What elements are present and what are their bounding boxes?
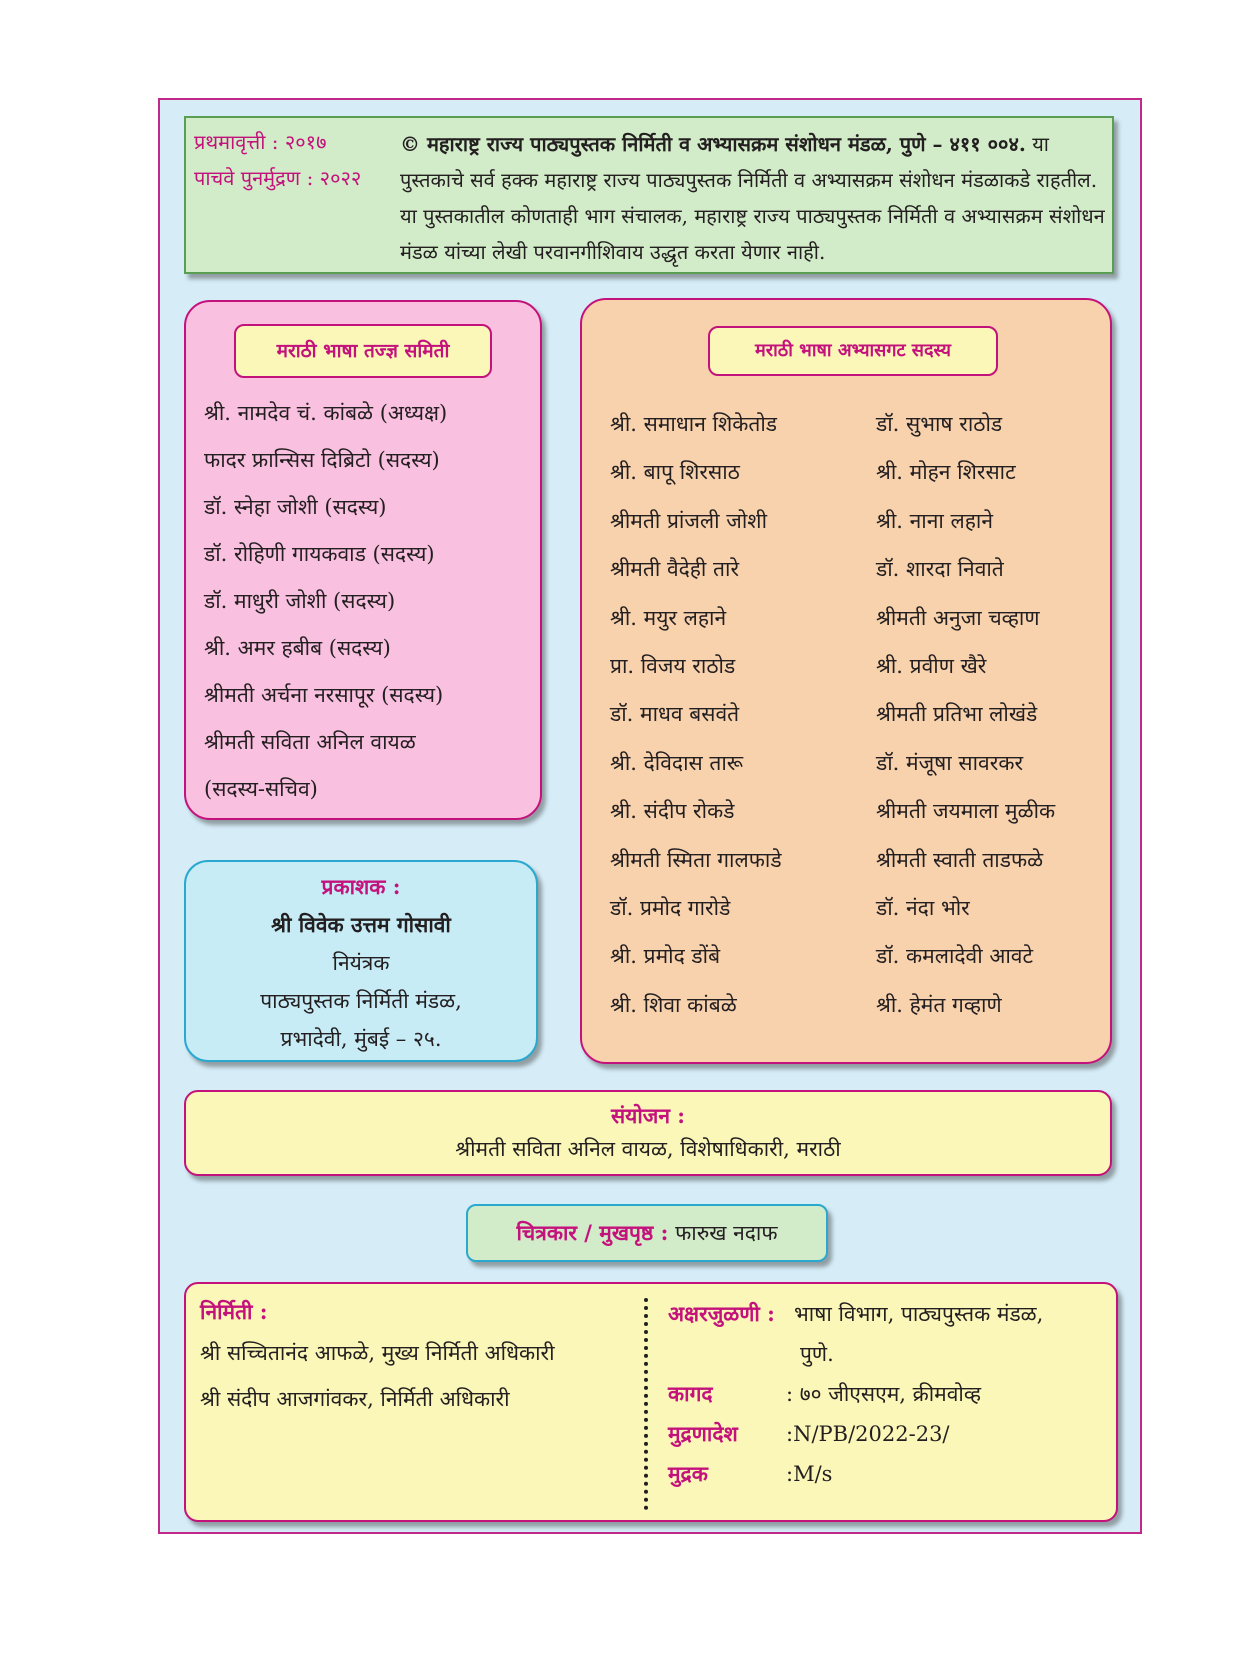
list-item: श्री. नामदेव चं. कांबळे (अध्यक्ष) <box>204 401 448 425</box>
list-item: श्रीमती वैदेही तारे <box>610 557 740 582</box>
list-item: श्री. शिवा कांबळे <box>610 992 737 1017</box>
paper-value: : ७० जीएसएम, क्रीमवोव्ह <box>786 1382 982 1406</box>
typesetting-value: भाषा विभाग, पाठ्यपुस्तक मंडळ, <box>794 1302 1044 1326</box>
list-item: श्रीमती प्रतिभा लोखंडे <box>876 702 1038 727</box>
publisher-org: पाठ्यपुस्तक निर्मिती मंडळ, <box>260 989 462 1013</box>
expert-committee-box <box>184 300 542 820</box>
list-item: श्री. नाना लहाने <box>876 508 994 533</box>
reprint-label: पाचवे पुनर्मुद्रण : २०२२ <box>194 166 362 190</box>
coordination-value: श्रीमती सविता अनिल वायळ, विशेषाधिकारी, मराठी <box>455 1137 841 1161</box>
list-item: श्री. अमर हबीब (सदस्य) <box>204 636 391 660</box>
list-item: श्रीमती अनुजा चव्हाण <box>876 605 1040 630</box>
list-item: डॉ. प्रमोद गारोडे <box>610 895 731 920</box>
production-line-2: श्री संदीप आजगांवकर, निर्मिती अधिकारी <box>200 1387 510 1411</box>
list-item: डॉ. कमलादेवी आवटे <box>876 944 1034 969</box>
dotted-divider <box>644 1298 648 1510</box>
list-item: श्री. प्रमोद डोंबे <box>610 944 721 969</box>
list-item: डॉ. स्नेहा जोशी (सदस्य) <box>204 495 387 519</box>
list-item: डॉ. माधुरी जोशी (सदस्य) <box>204 589 396 613</box>
coordination-box <box>184 1090 1112 1176</box>
list-item: डॉ. सुभाष राठोड <box>876 412 1003 436</box>
study-group-box <box>580 298 1112 1064</box>
copyright-body: या पुस्तकाचे सर्व हक्क महाराष्ट्र राज्य पाठ्यपुस्तक निर्मिती व अभ्यासक्रम संशोधन मंडळाकडे राहतील. या पुस्तकातील कोणताही भाग संचालक, महाराष्ट्र राज्य पाठ्यपुस्तक निर्मिती व अभ्यासक्रम संशोधन मंडळ यांच्या लेखी परवानगीशिवाय उद्धृत करता येणार नाही. <box>400 132 1105 264</box>
list-item: श्रीमती स्वाती ताडफळे <box>876 847 1044 872</box>
printer-value: :M/s <box>786 1462 833 1486</box>
publisher-address: प्रभादेवी, मुंबई – २५. <box>280 1027 442 1051</box>
coordination-title: संयोजन : <box>610 1103 686 1128</box>
copyright-text <box>400 126 1106 270</box>
list-item: श्री. देविदास तारू <box>610 750 744 775</box>
list-item: डॉ. नंदा भोर <box>876 895 970 920</box>
printer-row <box>668 1454 1108 1494</box>
publisher-name: श्री विवेक उत्तम गोसावी <box>271 912 451 937</box>
list-item: श्रीमती सविता अनिल वायळ <box>204 730 416 754</box>
list-item: प्रा. विजय राठोड <box>610 653 736 678</box>
list-item: डॉ. माधव बसवंते <box>610 702 740 727</box>
production-line-1: श्री सच्चितानंद आफळे, मुख्य निर्मिती अधिकारी <box>200 1341 555 1365</box>
paper-row <box>668 1374 1108 1414</box>
production-box <box>184 1282 1118 1522</box>
list-item: डॉ. मंजूषा सावरकर <box>876 750 1024 775</box>
list-item: श्रीमती प्रांजली जोशी <box>610 508 768 533</box>
publisher-title: प्रकाशक : <box>321 874 401 899</box>
list-item: (सदस्य-सचिव) <box>204 777 318 801</box>
list-item: श्री. हेमंत गव्हाणे <box>876 992 1002 1017</box>
artist-value: फारुख नदाफ <box>675 1221 778 1245</box>
artist-box <box>466 1204 828 1262</box>
list-item: फादर फ्रान्सिस दिब्रिटो (सदस्य) <box>204 448 440 472</box>
print-order-label: मुद्रणादेश <box>668 1421 738 1446</box>
edition-label: प्रथमावृत्ती : २०१७ <box>194 130 327 154</box>
list-item: श्रीमती जयमाला मुळीक <box>876 799 1056 824</box>
study-group-title: मराठी भाषा अभ्यासगट सदस्य <box>708 326 998 376</box>
list-item: श्री. प्रवीण खैरे <box>876 653 987 678</box>
copyright-first-line: © महाराष्ट्र राज्य पाठ्यपुस्तक निर्मिती व अभ्यासक्रम संशोधन मंडळ, पुणे – ४११ ००४. <box>400 132 1026 156</box>
production-left <box>200 1294 555 1422</box>
list-item: श्री. मोहन शिरसाट <box>876 460 1016 485</box>
study-group-column-2 <box>876 400 1055 1029</box>
paper-label: कागद <box>668 1381 713 1406</box>
list-item: डॉ. रोहिणी गायकवाड (सदस्य) <box>204 542 435 566</box>
artist-label: चित्रकार / मुखपृष्ठ : <box>516 1220 669 1245</box>
list-item: श्री. संदीप रोकडे <box>610 799 735 824</box>
list-item: श्री. समाधान शिकेतोड <box>610 412 778 436</box>
typesetting-row <box>668 1294 1108 1334</box>
copyright-box <box>184 116 1114 274</box>
typesetting-value-2: पुणे. <box>800 1342 834 1366</box>
list-item: डॉ. शारदा निवाते <box>876 557 1004 582</box>
production-title: निर्मिती : <box>200 1299 268 1324</box>
expert-committee-list <box>204 390 447 813</box>
list-item: श्रीमती अर्चना नरसापूर (सदस्य) <box>204 683 444 707</box>
printer-label: मुद्रक <box>668 1461 708 1486</box>
study-group-column-1 <box>610 400 782 1029</box>
typesetting-label: अक्षरजुळणी : <box>668 1301 775 1326</box>
typesetting-row-continued <box>668 1334 1108 1374</box>
list-item: श्रीमती स्मिता गालफाडे <box>610 847 782 872</box>
expert-committee-title: मराठी भाषा तज्ज्ञ समिती <box>234 324 492 378</box>
publisher-box <box>184 860 538 1062</box>
print-order-row <box>668 1414 1108 1454</box>
production-right <box>668 1294 1108 1494</box>
list-item: श्री. मयुर लहाने <box>610 605 727 630</box>
publisher-designation: नियंत्रक <box>332 951 390 975</box>
list-item: श्री. बापू शिरसाठ <box>610 460 740 485</box>
print-order-value: :N/PB/2022-23/ <box>786 1422 950 1446</box>
